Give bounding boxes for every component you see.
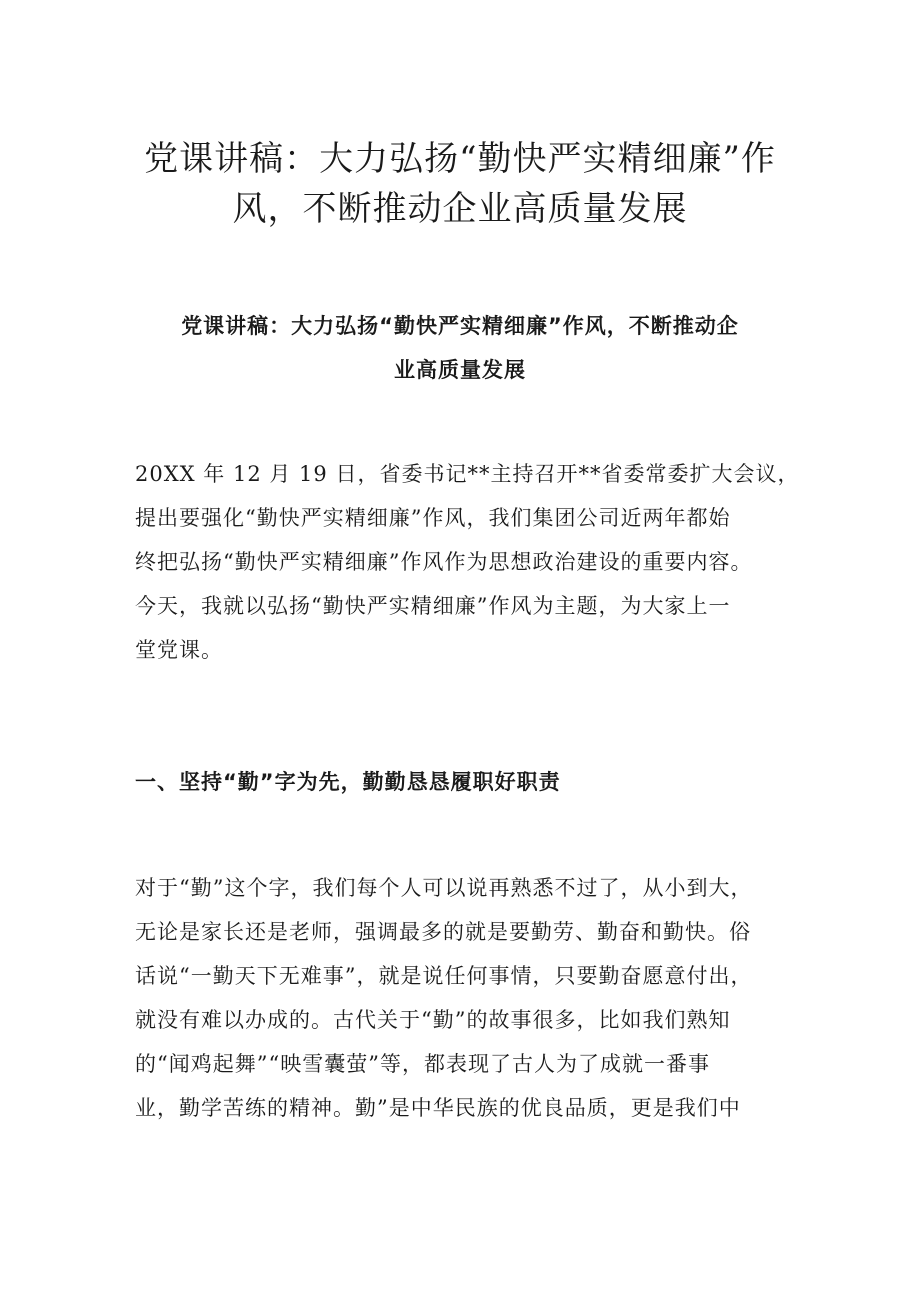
paragraph-line: 20XX 年 12 月 19 日，省委书记**主持召开**省委常委扩大会议， [135, 462, 800, 486]
main-title-line: 党课讲稿：大力弘扬“勤快严实精细廉”作 [144, 139, 776, 179]
paragraph-line: 今天，我就以弘扬“勤快严实精细廉”作风为主题，为大家上一 [135, 594, 731, 618]
sub-title-line: 党课讲稿：大力弘扬“勤快严实精细廉”作风，不断推动企 [181, 314, 739, 338]
paragraph-line: 就没有难以办成的。古代关于“勤”的故事很多，比如我们熟知 [135, 1008, 731, 1032]
paragraph-line: 无论是家长还是老师，强调最多的就是要勤劳、勤奋和勤快。俗 [135, 920, 751, 944]
main-title-line: 风，不断推动企业高质量发展 [232, 189, 688, 229]
sub-title [100, 304, 820, 392]
main-title [60, 134, 860, 234]
paragraph-line: 对于“勤”这个字，我们每个人可以说再熟悉不过了，从小到大， [135, 876, 753, 900]
paragraph-line: 提出要强化“勤快严实精细廉”作风，我们集团公司近两年都始 [135, 506, 731, 530]
paragraph-line: 业，勤学苦练的精神。勤”是中华民族的优良品质，更是我们中 [135, 1096, 741, 1120]
paragraph-line: 终把弘扬“勤快严实精细廉”作风作为思想政治建设的重要内容。 [135, 550, 753, 574]
paragraph-line: 堂党课。 [135, 638, 223, 662]
section-paragraph [135, 866, 795, 1130]
paragraph-line: 的“闻鸡起舞”“映雪囊萤”等，都表现了古人为了成就一番事 [135, 1052, 710, 1076]
section-heading: 一、坚持“勤”字为先，勤勤恳恳履职好职责 [135, 770, 561, 794]
sub-title-line: 业高质量发展 [394, 358, 526, 382]
intro-paragraph [135, 452, 800, 672]
paragraph-line: 话说“一勤天下无难事”，就是说任何事情，只要勤奋愿意付出， [135, 964, 753, 988]
